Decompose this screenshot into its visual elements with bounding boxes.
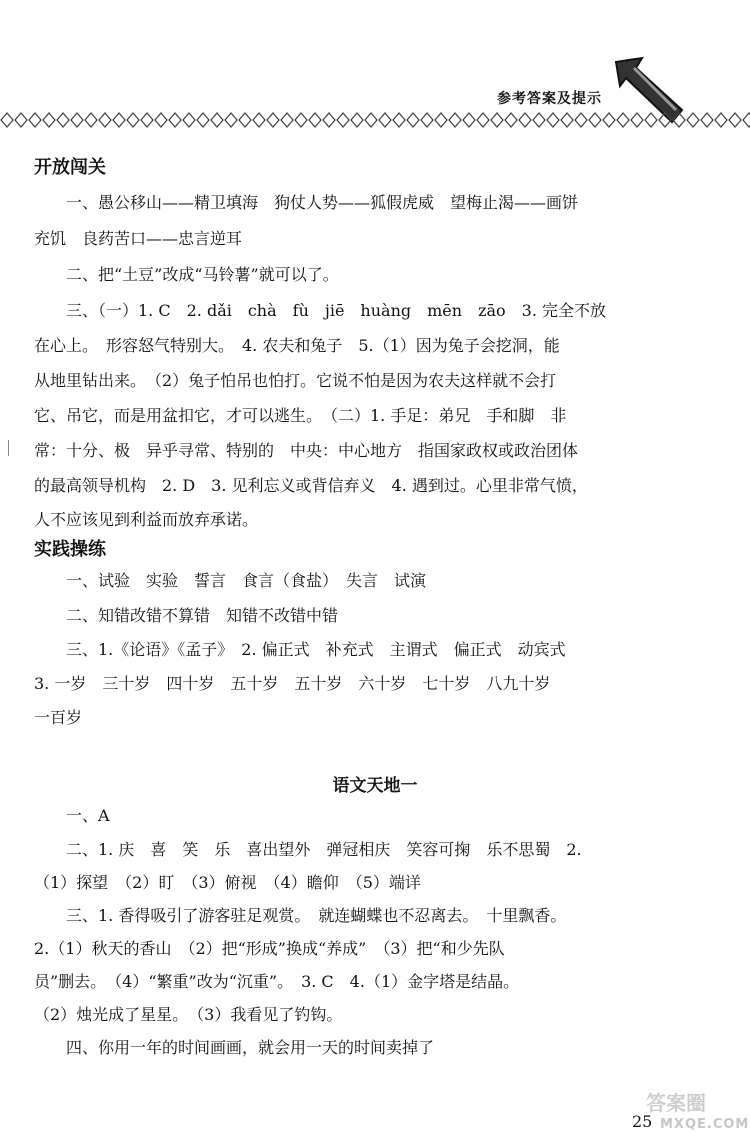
text-line: 2.（1）秋天的香山 （2）把“形成”换成“养成” （3）把“和少先队 bbox=[34, 939, 505, 958]
text-line: 一、A bbox=[66, 806, 110, 825]
text-line: 三、（一）1. C 2. dǎi chà fù jiē huàng mēn zāo 3. 完全不放 bbox=[66, 301, 607, 320]
text-line: 员”删去。 （4）“繁重”改为“沉重”。 3. C 4.（1）金字塔是结晶。 bbox=[34, 972, 520, 991]
text-line: （2）烛光成了星星。 （3）我看见了钓钩。 bbox=[34, 1005, 343, 1024]
section-title-practice: 实践操练 bbox=[34, 539, 106, 560]
text-line: 四、你用一年的时间画画，就会用一天的时间卖掉了 bbox=[66, 1038, 435, 1057]
text-line: 二、把“土豆”改成“马铃薯”就可以了。 bbox=[66, 265, 339, 284]
watermark-url: MXQE.COM bbox=[660, 1117, 750, 1132]
text-line: 从地里钻出来。 （2）兔子怕吊也怕打。它说不怕是因为农夫这样就不会打 bbox=[34, 371, 557, 390]
text-line: 常：十分、极 异乎寻常、特别的 中央：中心地方 指国家政权或政治团体 bbox=[34, 441, 579, 460]
text-line: 充饥 良药苦口——忠言逆耳 bbox=[34, 229, 243, 248]
text-line: 它、吊它，而是用盆扣它，才可以逃生。 （二）1. 手足：弟兄 手和脚 非 bbox=[34, 406, 567, 425]
text-line: 的最高领导机构 2. D 3. 见利忘义或背信弃义 4. 遇到过。心里非常气愤， bbox=[34, 476, 588, 495]
text-line: 在心上。 形容怒气特别大。 4. 农夫和兔子 5.（1）因为兔子会挖洞，能 bbox=[34, 336, 560, 355]
text-line: 一、试验 实验 誓言 食言（食盐） 失言 试演 bbox=[66, 571, 427, 590]
text-line: 3. 一岁 三十岁 四十岁 五十岁 五十岁 六十岁 七十岁 八九十岁 bbox=[34, 674, 551, 693]
text-line: 三、1. 香得吸引了游客驻足观赏。 就连蝴蝶也不忍离去。 十里飘香。 bbox=[66, 906, 567, 925]
text-line: 二、知错改错不算错 知错不改错中错 bbox=[66, 606, 339, 625]
text-line: 一、愚公移山——精卫填海 狗仗人势——狐假虎威 望梅止渴——画饼 bbox=[66, 193, 579, 212]
section-title-open: 开放闯关 bbox=[34, 157, 106, 178]
header-label: 参考答案及提示 bbox=[497, 91, 602, 107]
text-line: 人不应该见到利益而放弃承诺。 bbox=[34, 510, 259, 529]
section-title-yuwen: 语文天地一 bbox=[332, 776, 418, 796]
margin-mark bbox=[8, 440, 9, 456]
text-line: 三、1.《论语》《孟子》 2. 偏正式 补充式 主谓式 偏正式 动宾式 bbox=[66, 640, 566, 659]
text-line: 二、1. 庆 喜 笑 乐 喜出望外 弹冠相庆 笑容可掬 乐不思蜀 2. bbox=[66, 840, 582, 859]
watermark-logo: 答案圈 bbox=[646, 1091, 706, 1115]
text-line: （1）探望 （2）盯 （3）俯视 （4）瞻仰 （5）端详 bbox=[34, 873, 421, 892]
text-line: 一百岁 bbox=[34, 708, 83, 727]
page-number: 25 bbox=[632, 1112, 653, 1131]
decorative-border bbox=[0, 110, 750, 130]
